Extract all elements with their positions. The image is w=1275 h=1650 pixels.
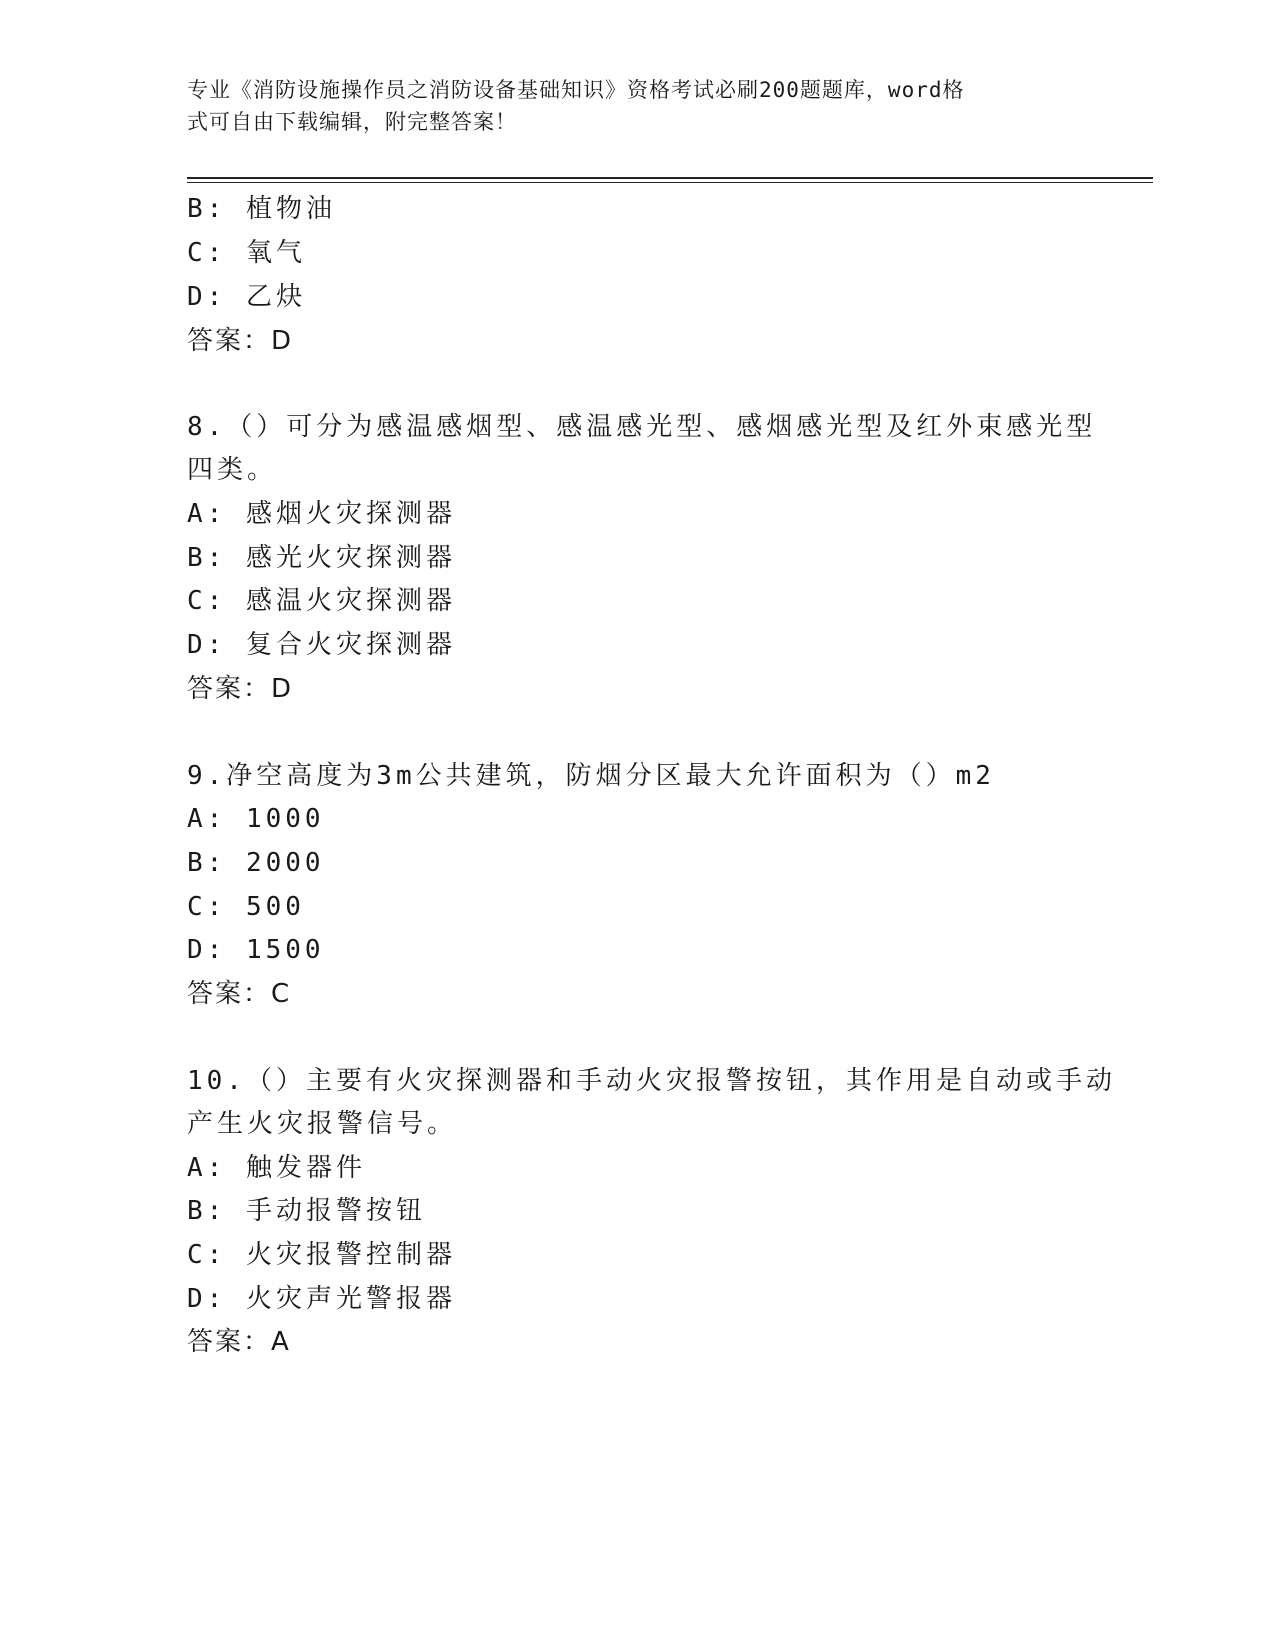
q8-stem-line-1: 8.（）可分为感温感烟型、感温感光型、感烟感光型及红外束感光型 xyxy=(187,412,1097,442)
q8-stem-line-2: 四类。 xyxy=(187,455,278,485)
q9-option-d: D: 1500 xyxy=(187,935,325,965)
q8-option-b: B: 感光火灾探测器 xyxy=(187,543,456,573)
q8-option-a: A: 感烟火灾探测器 xyxy=(187,499,456,529)
q7-option-c: C: 氧气 xyxy=(187,238,306,268)
q9-option-c: C: 500 xyxy=(187,892,305,922)
header-divider-thin xyxy=(187,182,1153,183)
q10-option-c: C: 火灾报警控制器 xyxy=(187,1240,456,1270)
q8-answer: 答案：D xyxy=(187,674,294,704)
q9-answer: 答案：C xyxy=(187,979,292,1009)
q8-option-c: C: 感温火灾探测器 xyxy=(187,586,456,616)
q8-option-d: D: 复合火灾探测器 xyxy=(187,630,456,660)
q7-option-d: D: 乙炔 xyxy=(187,282,306,312)
q10-answer: 答案：A xyxy=(187,1327,291,1357)
header-line-1: 专业《消防设施操作员之消防设备基础知识》资格考试必刷200题题库，word格 xyxy=(187,78,965,102)
q7-answer: 答案：D xyxy=(187,326,294,356)
q9-option-b: B: 2000 xyxy=(187,848,325,878)
header-divider-thick xyxy=(187,177,1153,179)
header-line-2: 式可自由下载编辑，附完整答案！ xyxy=(187,110,517,134)
q10-stem-line-1: 10.（）主要有火灾探测器和手动火灾报警按钮，其作用是自动或手动 xyxy=(187,1066,1116,1096)
q10-stem-line-2: 产生火灾报警信号。 xyxy=(187,1109,458,1139)
q7-option-b: B: 植物油 xyxy=(187,194,336,224)
q10-option-d: D: 火灾声光警报器 xyxy=(187,1284,456,1314)
q10-option-b: B: 手动报警按钮 xyxy=(187,1196,426,1226)
q9-stem-line-1: 9.净空高度为3m公共建筑，防烟分区最大允许面积为（）m2 xyxy=(187,761,995,791)
document-header xyxy=(187,74,1067,138)
q10-option-a: A: 触发器件 xyxy=(187,1153,366,1183)
q9-option-a: A: 1000 xyxy=(187,804,325,834)
